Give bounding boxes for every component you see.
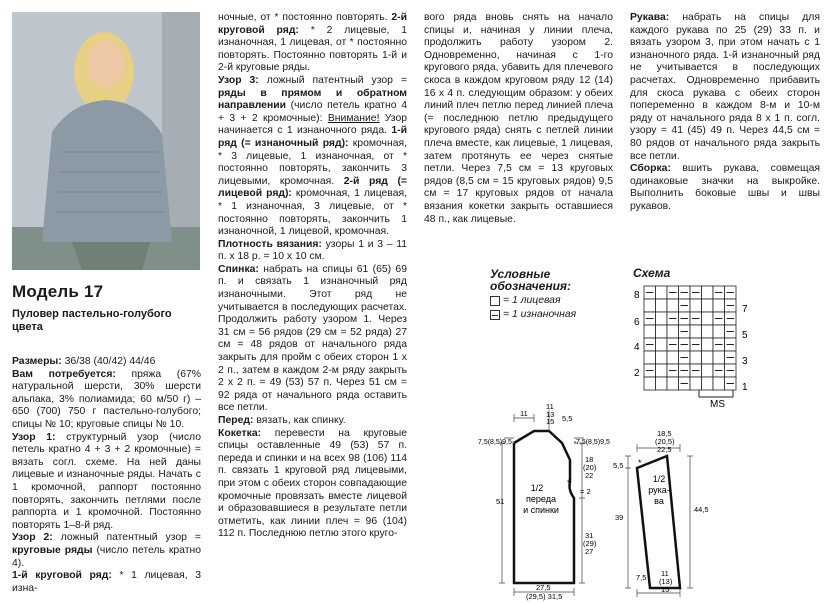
dim-neck-bottom: 15 bbox=[546, 417, 555, 426]
stitch-chart bbox=[628, 284, 768, 412]
dim-sleeve-bottom-2: (13) bbox=[659, 577, 673, 586]
stitch-cell bbox=[713, 377, 725, 390]
stitch-cell bbox=[690, 299, 702, 312]
stitch-cell bbox=[644, 377, 656, 390]
stitch-cell bbox=[656, 286, 668, 299]
model-subtitle: Пуловер пастельно-голубого цвета bbox=[12, 308, 172, 333]
dim-neck-top: 11 bbox=[546, 402, 554, 411]
column-1 bbox=[12, 356, 201, 595]
dim-neck-mid: 13 bbox=[546, 410, 555, 419]
stitch-cell bbox=[667, 299, 679, 312]
stitch-cell bbox=[667, 351, 679, 364]
match-star: * bbox=[567, 478, 571, 488]
stitch-cell bbox=[690, 325, 702, 338]
stitch-cell bbox=[656, 364, 668, 377]
schema-title: Схема bbox=[633, 266, 671, 280]
stitch-cell bbox=[690, 351, 702, 364]
assembly-paragraph: Сборка: вшить рукава, совмещая одинаковые значки на выкройке. Выполнить боковые швы и швы рукавов. bbox=[630, 163, 820, 212]
stitch-cell bbox=[667, 325, 679, 338]
stitch-cell bbox=[702, 338, 714, 351]
rapport-label: MS bbox=[710, 399, 725, 410]
dim-sleeve-bottom-1: 11 bbox=[661, 569, 669, 578]
stitch-cell bbox=[656, 299, 668, 312]
dim-sleeve-total: 44,5 bbox=[694, 505, 709, 514]
chart-row-label: 7 bbox=[742, 304, 748, 315]
pattern2-paragraph: Узор 2: ложный патентный узор = круговые ряды (число петель кратно 4). bbox=[12, 532, 201, 569]
legend-purl: = 1 изнаночная bbox=[490, 309, 576, 320]
dim-neck-depth: 5,5 bbox=[562, 414, 573, 423]
stitch-cell bbox=[667, 377, 679, 390]
dim-armhole-3: 22 bbox=[585, 471, 594, 480]
stitch-cell bbox=[656, 312, 668, 325]
stitch-cell bbox=[702, 312, 714, 325]
purl-stitch-icon bbox=[490, 310, 500, 320]
body-label-3: и спинки bbox=[523, 505, 559, 515]
sizes-paragraph: Размеры: 36/38 (40/42) 44/46 bbox=[12, 356, 156, 367]
sleeve-label-1: 1/2 bbox=[652, 474, 666, 484]
stitch-cell bbox=[644, 299, 656, 312]
dim-neck-width: 11 bbox=[520, 409, 528, 418]
body-label-1: 1/2 bbox=[530, 483, 544, 493]
sleeve-label-2: рука- bbox=[648, 485, 670, 495]
dim-total-height: 51 bbox=[496, 497, 505, 506]
front-paragraph: Перед: вязать, как спинку. bbox=[218, 415, 346, 426]
stitch-cell bbox=[656, 351, 668, 364]
sleeves-paragraph: Рукава: набрать на спицы для каждого рукава по 25 (29) 33 п. и вязать узором 3, при этом начать с 1 изнаночного ряда. 1-й изнаночный ряд не учитывается в последующих расчетах. Одновременно прибавить для скоса рукава с обеих сторон попеременно в каждом 8-м и 10-м ряду от начального ряда 8 x 1 п. согл. узору = 41 (45) 49 п. Через 44,5 см = 80 рядов от начального ряда закрыть все петли. bbox=[630, 12, 820, 162]
dim-sleeve-bottom-left: 7,5 bbox=[636, 573, 647, 582]
legend-heading-2: обозначения: bbox=[490, 279, 571, 293]
chart-row-label: 3 bbox=[742, 356, 748, 367]
stitch-cell bbox=[690, 377, 702, 390]
materials-paragraph: Вам потребуется: пряжа (67% натуральной шерсти, 30% шерсти альпака, 3% полиамида; 60 м/50 г) – 650 (700) 750 г пастельно-голубого; спицы № 10; круговые спицы № 10. bbox=[12, 368, 201, 430]
back-paragraph: Спинка: набрать на спицы 61 (65) 69 п. и связать 1 изнаночный ряд изнаночными. Этот ряд не учитывается в последующих расчетах. Продолжить работу узором 1. Через 31 см = 56 рядов (29 см = 52 ряда) 27 см = 48 рядов от начального ряда закрыть для пройм с обеих сторон 1 x 2 п., затем в каждом 2-м ряду закрыть 2 x 2 п. = 49 (53) 57 п. Через 51 см = 92 ряда от начального ряда оставить все петли. bbox=[218, 263, 407, 414]
yoke-paragraph: Кокетка: перевести на круговые спицы оставленные 49 (53) 57 п. переда и спинки и на всех 98 (106) 114 п. связать 1 круговой ряд лицевыми, при этом с обеих сторон совпадающие кромочные провязать вместе лицевой и образовавшиеся в результате петли отметить, как линии плеч = 96 (104) 112 п. Последнюю петлю этого круго- bbox=[218, 427, 407, 540]
dim-sleeve-top-3: 22,5 bbox=[657, 445, 672, 454]
dim-bottom-1: 27,5 bbox=[536, 583, 551, 592]
stitch-cell bbox=[656, 377, 668, 390]
pattern3-paragraph: Узор 3: ложный патентный узор = ряды в прямом и обратном направлении (число петель кратно 4 + 3 + 2 кромочные): Внимание! Узор начинается с 1 изнаночного ряда. 1-й ряд (= изнаночный ряд): кромочная, * 3 лицевые, 1 изнаночная, от * постоянно повторять, закончить 3 лицевыми, кромочная. 2-й ряд (= лицевой ряд): кромочная, 1 лицевая, * 1 изнаночная, 3 лицевые, от * постоянно повторять, закончить 1 изнаночной, 1 лицевой, кромочная. bbox=[218, 74, 408, 238]
rapport-bracket bbox=[699, 390, 733, 397]
dim-sleeve-bottom-3: 15 bbox=[661, 585, 670, 594]
stitch-cell bbox=[656, 338, 668, 351]
chart-row-label: 5 bbox=[742, 330, 748, 341]
stitch-cell bbox=[713, 351, 725, 364]
body-pattern-diagram bbox=[474, 398, 624, 603]
stitch-cell bbox=[713, 299, 725, 312]
dim-sleeve-top-2: (20,5) bbox=[655, 437, 675, 446]
stitch-cell bbox=[702, 351, 714, 364]
column-3 bbox=[424, 12, 613, 226]
dim-side-1: 31 bbox=[585, 531, 594, 540]
legend-knit: = 1 лицевая bbox=[490, 295, 576, 306]
model-title: Модель 17 bbox=[12, 282, 104, 301]
stitch-cell bbox=[644, 351, 656, 364]
stitch-grid bbox=[644, 286, 736, 390]
sleeve-pattern-diagram bbox=[610, 428, 720, 603]
knit-stitch-icon bbox=[490, 296, 500, 306]
stitch-cell bbox=[656, 325, 668, 338]
dim-left-shoulder: 7,5(8,5)9,5 bbox=[478, 439, 512, 446]
model-photo-illustration bbox=[12, 12, 200, 270]
chart-row-label: 2 bbox=[634, 368, 640, 379]
dim-side-2: (29) bbox=[583, 539, 597, 548]
stitch-cell bbox=[702, 325, 714, 338]
dim-sleeve-height: 39 bbox=[615, 513, 624, 522]
stitch-cell bbox=[713, 325, 725, 338]
dim-sleeve-top-1: 18,5 bbox=[657, 429, 672, 438]
stitch-cell bbox=[702, 286, 714, 299]
round1-paragraph: 1-й круговой ряд: * 1 лицевая, 3 изна- bbox=[12, 570, 201, 594]
dim-sleeve-cap: 5,5 bbox=[613, 461, 624, 470]
stitch-cell bbox=[702, 299, 714, 312]
model-photo bbox=[12, 12, 200, 270]
dim-armhole-2: (20) bbox=[583, 463, 597, 472]
dim-bottom-2: (29,5) 31,5 bbox=[526, 592, 563, 601]
stitch-cell bbox=[644, 325, 656, 338]
pattern1-paragraph: Узор 1: структурный узор (число петель кратно 4 + 3 + 2 кромочные) = вязать согл. схеме. На ней даны лицевые и изнаночные ряды. Начать с 1 кромочной, раппорт постоянно повторять, закончить петлями после раппорта и 1 кромочной. Постоянно повторять 1–8-й ряд. bbox=[12, 431, 201, 531]
dim-right-shoulder: 7,5(8,5)9,5 bbox=[576, 439, 610, 446]
chart-row-label: 4 bbox=[634, 342, 640, 353]
sleeve-label-3: ва bbox=[654, 496, 664, 506]
round2-paragraph: ночные, от * постоянно повторять. 2-й круговой ряд: * 2 лицевые, 1 изнаночная, 1 лицевая, от * постоянно повторять. Постоянно повторять 1-й и 2-й круговые ряды. bbox=[218, 12, 407, 74]
symbol-legend bbox=[490, 268, 576, 320]
sleeve-match-star: * bbox=[638, 458, 642, 468]
chart-row-label: 6 bbox=[634, 317, 640, 328]
legend-heading-1: Условные bbox=[490, 267, 551, 281]
dim-armhole-4: = 2 bbox=[580, 487, 591, 496]
body-label-2: переда bbox=[526, 494, 556, 504]
stitch-cell bbox=[702, 377, 714, 390]
chart-row-label: 1 bbox=[742, 382, 748, 393]
column-2 bbox=[218, 12, 407, 541]
yoke-continued-paragraph: вого ряда вновь снять на начало спицы и, начиная у линии плеча, продолжить работу узором 2. Одновременно, начиная с 1-го кругового ряда, убавить для плечевого скоса в каждом круговом ряду 12 (14) 16 x 4 п. следующим образом: у обеих линий плеч петлю перед линией плеча (= последнюю петлю предыдущего кругового ряда) снять с петлей линии плеча вместе, как лицевые, 1 лицевая, затем протянуть ее через снятые петли. Через 7,5 см = 13 круговых рядов (8,5 см = 15 круговых рядов) 9,5 см = 17 круговых рядов от начала вязания кокетки закрыть оставшиеся 48 п., как лицевые. bbox=[424, 12, 613, 225]
dim-armhole-1: 18 bbox=[585, 455, 594, 464]
column-4 bbox=[630, 12, 820, 214]
dim-side-3: 27 bbox=[585, 547, 594, 556]
stitch-cell bbox=[702, 364, 714, 377]
gauge-paragraph: Плотность вязания: узоры 1 и 3 – 11 п. x 18 р. = 10 x 10 см. bbox=[218, 238, 408, 263]
chart-row-label: 8 bbox=[634, 290, 640, 301]
